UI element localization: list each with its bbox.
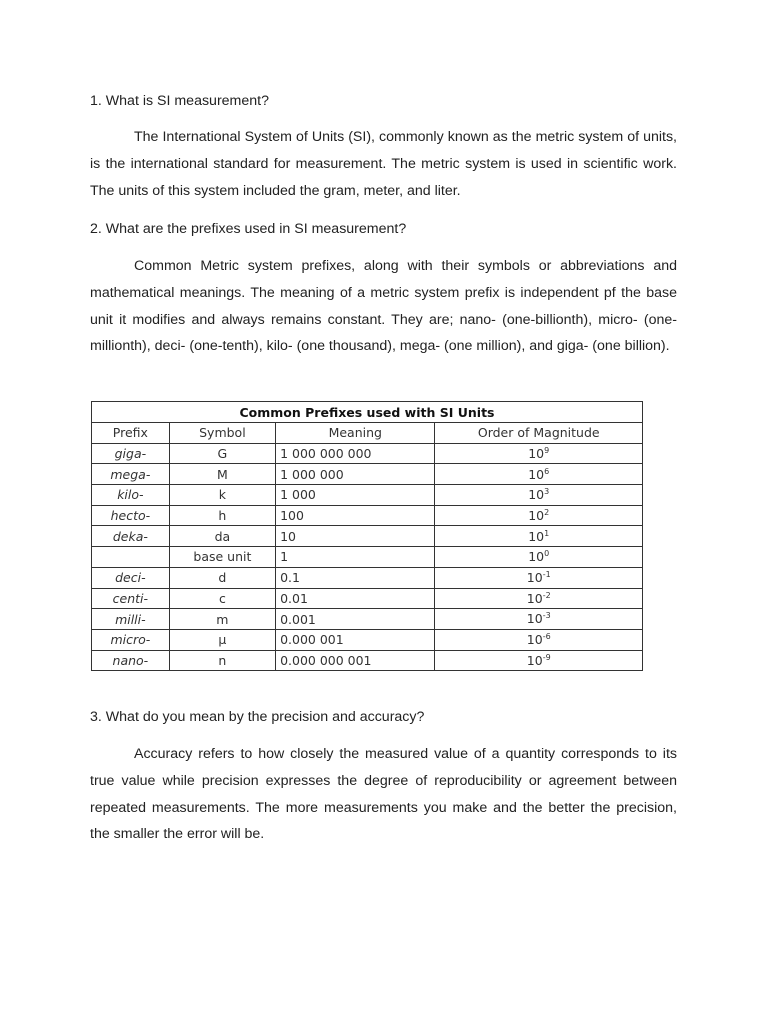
magnitude-cell — [435, 464, 643, 485]
magnitude-cell — [435, 443, 643, 464]
magnitude-exponent: 9 — [544, 445, 550, 455]
answer-2: Common Metric system prefixes, along with their symbols or abbreviations and mathematical meanings. The meaning of a metric system prefix is independent pf the base unit it modifies and always remains constant. They are; nano- (one-billionth), micro- (one-millionth), deci- (one-tenth), kilo- (one thousand), mega- (one million), and giga- (one billion). — [90, 258, 677, 355]
prefix-cell: milli- — [92, 609, 170, 630]
prefix-cell: kilo- — [92, 485, 170, 506]
magnitude-cell — [435, 526, 643, 547]
magnitude-cell — [435, 629, 643, 650]
magnitude-cell — [435, 609, 643, 630]
magnitude-base: 10 — [526, 590, 543, 606]
magnitude-cell — [435, 505, 643, 526]
symbol-cell: da — [169, 526, 275, 547]
table-row — [92, 650, 643, 671]
magnitude-exponent: -3 — [542, 611, 551, 621]
magnitude-exponent: -1 — [542, 570, 551, 580]
meaning-cell: 0.000 000 001 — [276, 650, 435, 671]
meaning-cell: 1 — [276, 547, 435, 568]
prefix-cell: deci- — [92, 567, 170, 588]
magnitude-base: 10 — [526, 652, 543, 668]
meaning-cell: 1 000 000 000 — [276, 443, 435, 464]
symbol-cell: h — [169, 505, 275, 526]
magnitude-exponent: 6 — [544, 466, 550, 476]
table-row — [92, 443, 643, 464]
symbol-cell: k — [169, 485, 275, 506]
symbol-cell: n — [169, 650, 275, 671]
meaning-cell: 10 — [276, 526, 435, 547]
magnitude-base: 10 — [526, 632, 543, 648]
prefix-cell: micro- — [92, 629, 170, 650]
symbol-cell: G — [169, 443, 275, 464]
prefix-cell: nano- — [92, 650, 170, 671]
table-row — [92, 629, 643, 650]
magnitude-base: 10 — [526, 570, 543, 586]
header-prefix: Prefix — [92, 423, 170, 444]
magnitude-base: 10 — [528, 508, 545, 524]
prefix-cell — [92, 547, 170, 568]
prefix-cell: deka- — [92, 526, 170, 547]
question-1: 1. What is SI measurement? — [90, 93, 269, 109]
magnitude-exponent: -9 — [542, 652, 551, 662]
header-magnitude: Order of Magnitude — [435, 423, 643, 444]
prefix-cell: mega- — [92, 464, 170, 485]
magnitude-exponent: 1 — [544, 528, 550, 538]
meaning-cell: 0.1 — [276, 567, 435, 588]
question-3: 3. What do you mean by the precision and accuracy? — [90, 709, 425, 725]
header-meaning: Meaning — [276, 423, 435, 444]
meaning-cell: 0.001 — [276, 609, 435, 630]
magnitude-exponent: -2 — [542, 590, 551, 600]
si-prefix-table — [91, 401, 643, 671]
prefix-cell: giga- — [92, 443, 170, 464]
symbol-cell: c — [169, 588, 275, 609]
magnitude-base: 10 — [528, 466, 545, 482]
magnitude-base: 10 — [528, 487, 545, 503]
magnitude-base: 10 — [526, 611, 543, 627]
table-row — [92, 609, 643, 630]
table-row — [92, 485, 643, 506]
table-row — [92, 547, 643, 568]
table-row — [92, 567, 643, 588]
magnitude-cell — [435, 567, 643, 588]
symbol-cell: M — [169, 464, 275, 485]
answer-1: The International System of Units (SI), commonly known as the metric system of units, is the international standard for measurement. The metric system is used in scientific work. The units of this system included the gram, meter, and liter. — [90, 129, 677, 199]
question-2: 2. What are the prefixes used in SI measurement? — [90, 221, 407, 237]
header-symbol: Symbol — [169, 423, 275, 444]
prefix-cell: centi- — [92, 588, 170, 609]
magnitude-base: 10 — [528, 549, 545, 565]
table-row — [92, 505, 643, 526]
answer-3: Accuracy refers to how closely the measured value of a quantity corresponds to its true value while precision expresses the degree of reproducibility or agreement between repeated measurements. The more measurements you make and the better the precision, the smaller the error will be. — [90, 746, 677, 843]
magnitude-cell — [435, 547, 643, 568]
magnitude-exponent: -6 — [542, 632, 551, 642]
magnitude-cell — [435, 588, 643, 609]
symbol-cell: d — [169, 567, 275, 588]
meaning-cell: 100 — [276, 505, 435, 526]
meaning-cell: 1 000 — [276, 485, 435, 506]
magnitude-exponent: 2 — [544, 508, 550, 518]
magnitude-cell — [435, 650, 643, 671]
meaning-cell: 1 000 000 — [276, 464, 435, 485]
table-row — [92, 526, 643, 547]
meaning-cell: 0.01 — [276, 588, 435, 609]
symbol-cell: base unit — [169, 547, 275, 568]
magnitude-exponent: 0 — [544, 549, 550, 559]
table-row — [92, 588, 643, 609]
magnitude-exponent: 3 — [544, 487, 550, 497]
magnitude-base: 10 — [528, 446, 545, 462]
symbol-cell: µ — [169, 629, 275, 650]
magnitude-cell — [435, 485, 643, 506]
table-row — [92, 464, 643, 485]
magnitude-base: 10 — [528, 528, 545, 544]
table-title: Common Prefixes used with SI Units — [92, 402, 643, 423]
meaning-cell: 0.000 001 — [276, 629, 435, 650]
symbol-cell: m — [169, 609, 275, 630]
prefix-cell: hecto- — [92, 505, 170, 526]
